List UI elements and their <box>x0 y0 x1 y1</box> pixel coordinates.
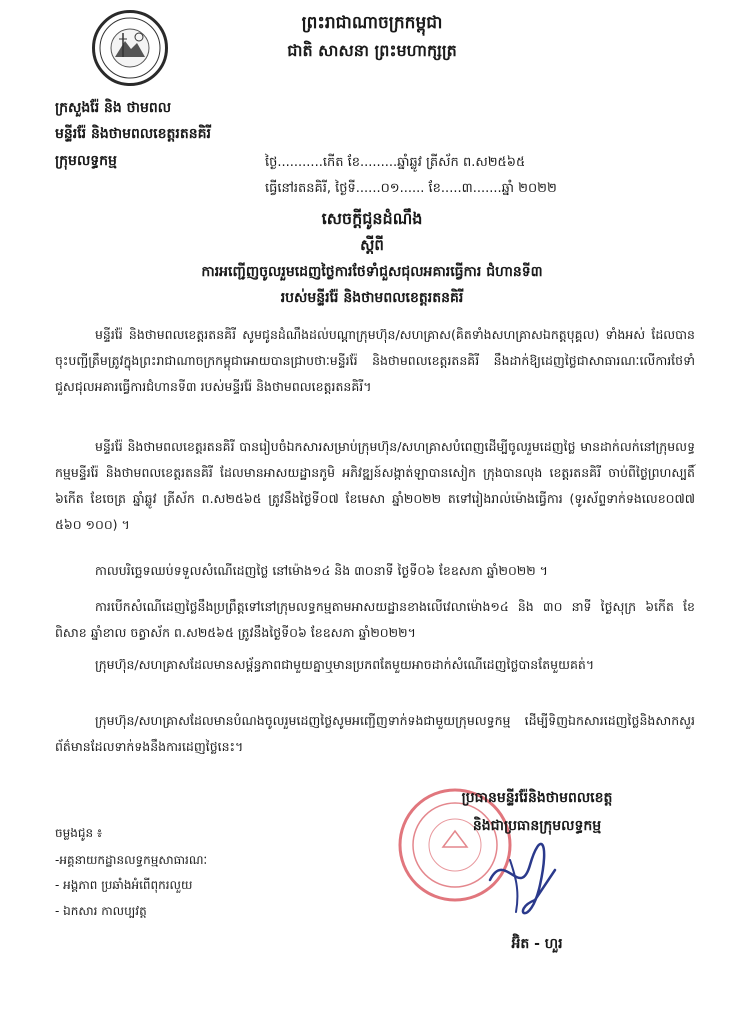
committee-name: ក្រុមលទ្ធកម្ម <box>55 153 117 169</box>
body-paragraph-2: មន្ទីររ៉ែ និងថាមពលខេត្តរតនគិរី បានរៀបចំឯកសារសម្រាប់ក្រុមហ៊ុន/សហគ្រាសបំពេញដើម្បីចូលរួមដេញថ្លៃ មានដាក់លក់នៅក្រុមលទ្ធកម្មមន្ទីររ៉ែ និងថាមពលខេត្តរតនគិរី ដែលមានអាសយដ្ឋានភូមិ អភិវឌ្ឍន៍សង្កាត់ឡាបានសៀក ក្រុងបានលុង ខេត្តរតនគិរី ចាប់ពីថ្ងៃព្រហស្បតិ៍ ៦កើត ខែចេត្រ ឆ្នាំឆ្លូវ ត្រីស័ក ព.ស២៥៦៥ ត្រូវនឹងថ្ងៃទី០៧ ខែមេសា ឆ្នាំ២០២២ តទៅរៀងរាល់ម៉ោងធ្វើការ (ទូរស័ព្ទទាក់ទងលេខ០៧៧ ៥៦០ ១០០) ។ <box>55 439 695 532</box>
solar-date-line: ធ្វើនៅរតនគិរី, ថ្ងៃទី......០១...... ខែ.....៣.......ឆ្នាំ ២០២២ <box>265 181 557 196</box>
body-paragraph-5: ក្រុមហ៊ុន/សហគ្រាសដែលមានសម្ព័ន្ធភាពជាមួយគ្នាឬមានប្រភពតែមួយអាចដាក់សំណើដេញថ្លៃបានតែមួយគត់។ <box>95 657 595 672</box>
notice-subject-line-2: របស់មន្ទីររ៉ែ និងថាមពលខេត្តរតនគិរី <box>280 290 464 306</box>
signatory-title-1: ប្រធានមន្ទីររ៉ែនិងថាមពលខេត្ត <box>461 790 613 806</box>
cc-item: - អង្គភាព ប្រឆាំងអំពើពុករលួយ <box>55 878 193 892</box>
department-name: មន្ទីររ៉ែ និងថាមពលខេត្តរតនគិរី <box>55 126 211 142</box>
ministry-name: ក្រសួងរ៉ែ និង ថាមពល <box>55 100 172 116</box>
body-paragraph-1: មន្ទីររ៉ែ និងថាមពលខេត្តរតនគិរី សូមជូនដំណឹងដល់បណ្តាក្រុមហ៊ុន/សហគ្រាស(គិតទាំងសហគ្រាសឯកត្តបុគ្គល) ទាំងអស់ ដែលបានចុះបញ្ជីត្រឹមត្រូវក្នុងព្រះរាជាណាចក្រកម្ពុជាអោយបានជ្រាបថាៈមន្ទីររ៉ែ និងថាមពលខេត្តរតនគិរី នឹងដាក់ឱ្យដេញថ្លៃជាសាធារណៈលើការថែទាំជួសជុលអគារធ្វើការជំហានទី៣ របស់មន្ទីររ៉ែ និងថាមពលខេត្តរតនគិរី។ <box>55 327 695 394</box>
body-paragraph-4: ការបើកសំណើដេញថ្លៃនឹងប្រព្រឹត្តទៅនៅក្រុមលទ្ធកម្មតាមអាសយដ្ឋានខាងលើវេលាម៉ោង១៤ និង ៣០ នាទី ថ្ងៃសុក្រ ៦កើត ខែពិសាខ ឆ្នាំខាល ចត្វាស័ក ព.ស២៥៦៥ ត្រូវនឹងថ្ងៃទី០៦ ខែឧសភា ឆ្នាំ២០២២។ <box>55 599 695 640</box>
cc-item: - ឯកសារ កាលប្បវត្ត <box>55 904 147 918</box>
notice-title: សេចក្តីជូនដំណឹង <box>321 209 423 228</box>
national-motto: ជាតិ សាសនា ព្រះមហាក្សត្រ <box>287 41 457 60</box>
handwritten-signature <box>480 830 570 920</box>
signatory-name: អ៊ិត - ហួរ <box>511 936 563 952</box>
body-paragraph-3: កាលបរិច្ឆេទឈប់ទទួលសំណើដេញថ្លៃ នៅម៉ោង១៤ និង ៣០នាទី ថ្ងៃទី០៦ ខែឧសភា ឆ្នាំ២០២២ ។ <box>95 563 548 578</box>
cc-item: -អគ្គនាយកដ្ឋានលទ្ធកម្មសាធារណៈ <box>55 853 208 867</box>
notice-subject-line-1: ការអញ្ជើញចូលរួមដេញថ្លៃការថែទាំជួសជុលអគារធ្វើការ ជំហានទី៣ <box>201 264 543 280</box>
cc-heading: ចម្លងជូន ៖ <box>55 826 103 840</box>
body-paragraph-6: ក្រុមហ៊ុន/សហគ្រាសដែលមានបំណងចូលរួមដេញថ្លៃសូមអញ្ជើញទាក់ទងជាមួយក្រុមលទ្ធកម្ម ដើម្បីទិញឯកសារដេញថ្លៃនិងសាកសួរព័ត៌មានដែលទាក់ទងនឹងការដេញថ្លៃនេះ។ <box>55 713 695 754</box>
kingdom-name: ព្រះរាជាណាចក្រកម្ពុជា <box>301 13 443 33</box>
lunar-date-line: ថ្ងៃ...........កើត ខែ.........ឆ្នាំឆ្លូវ ត្រីស័ក ព.ស២៥៦៥ <box>265 155 526 170</box>
signatory-title-2: និងជាប្រធានក្រុមលទ្ធកម្ម <box>472 818 602 834</box>
notice-about: ស្តីពី <box>360 236 384 254</box>
